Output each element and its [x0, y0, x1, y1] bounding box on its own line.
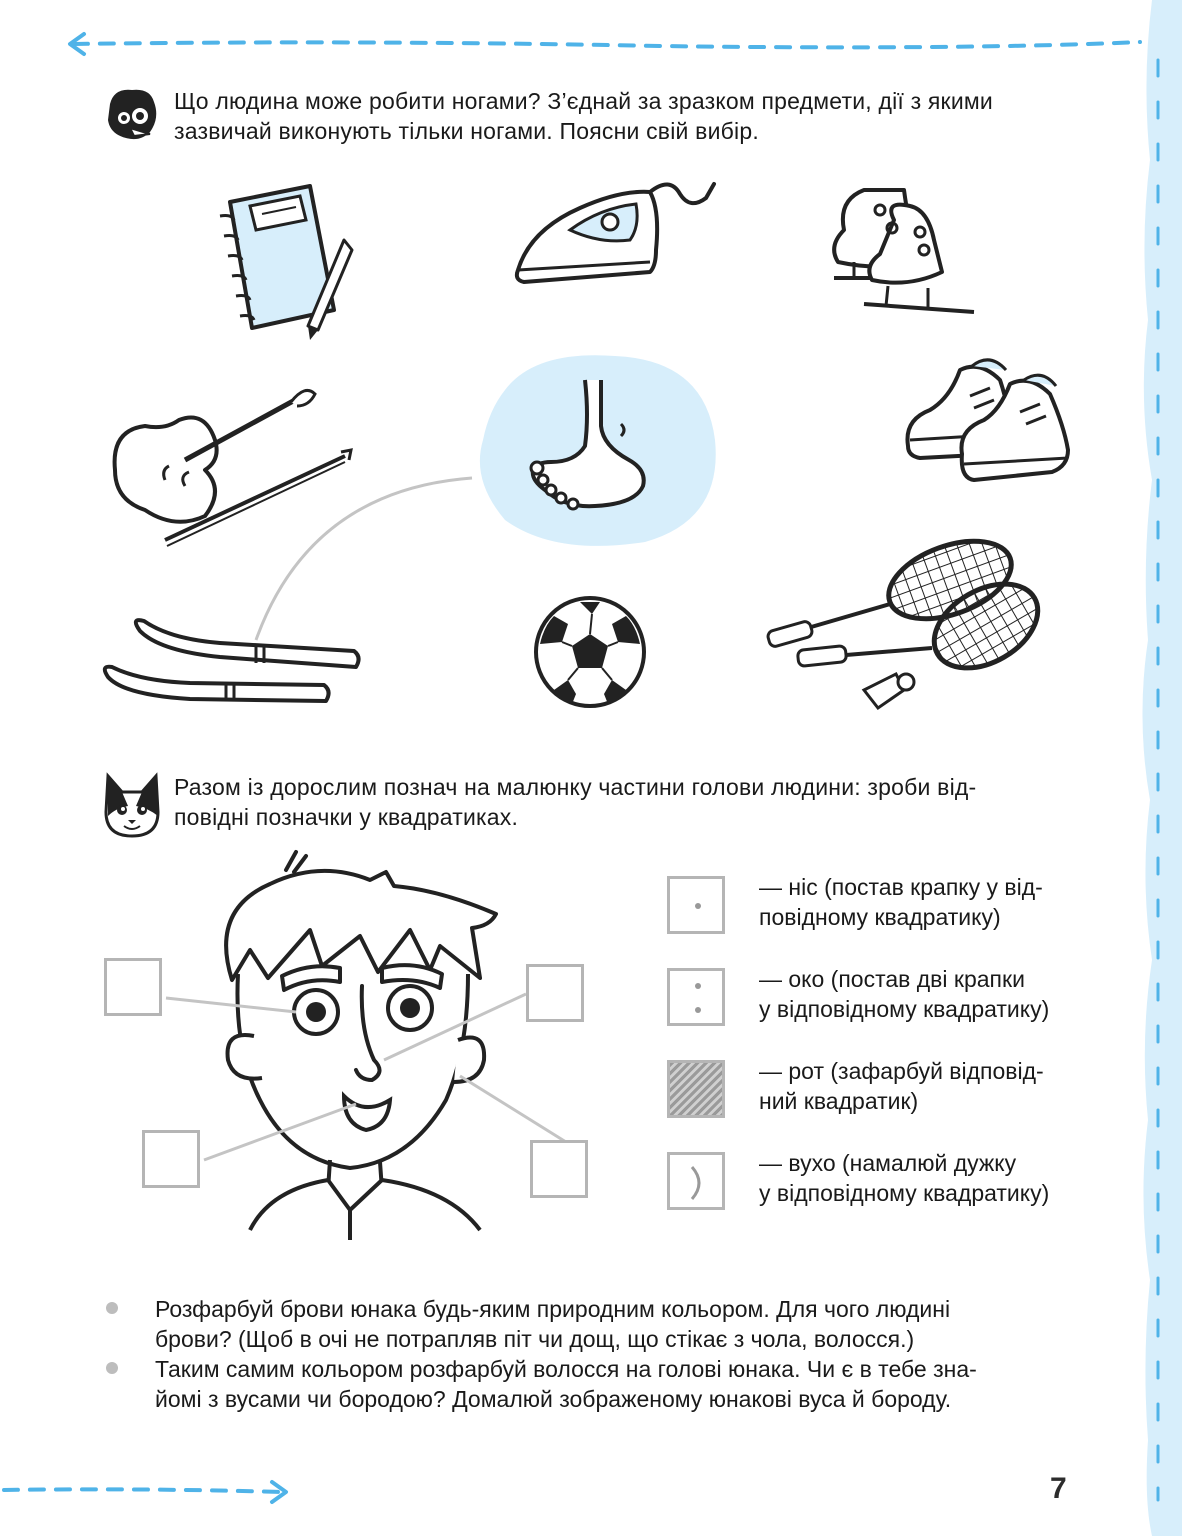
legend-row-eye	[667, 968, 1087, 1038]
bottom-dashed-arrow	[0, 1476, 300, 1506]
legend-text-line: — рот (зафарбуй відповід-	[759, 1058, 1044, 1084]
legend-box-bracket	[667, 1152, 725, 1210]
label-box-eye[interactable]	[104, 958, 162, 1016]
bullet-dot-icon	[106, 1362, 118, 1374]
legend-text-line: ний квадратик)	[759, 1088, 919, 1114]
legend-text-line: у відповідному квадратику)	[759, 1180, 1050, 1206]
legend-text-mouth	[759, 1056, 1079, 1116]
bullet-text-line: йомі з вусами чи бородою? Домалюй зображеному юнакові вуса й бороду.	[155, 1386, 952, 1412]
legend-text-line: повідному квадратику)	[759, 904, 1001, 930]
label-box-mouth[interactable]	[142, 1130, 200, 1188]
foot-icon[interactable]	[525, 376, 655, 516]
cat-mascot-icon	[100, 772, 164, 840]
notebook-with-pen-icon[interactable]	[210, 180, 360, 340]
task2-text-line2: повідні позначки у квадратиках.	[174, 804, 519, 830]
bullet-item-2	[155, 1354, 1080, 1414]
legend-text-line: — вухо (намалюй дужку	[759, 1150, 1017, 1176]
skis-icon[interactable]	[100, 615, 370, 715]
bird-mascot-icon	[100, 84, 164, 144]
task2-text	[174, 772, 1094, 832]
boy-head-illustration	[210, 850, 530, 1250]
task1-text-line2: зазвичай виконують тільки ногами. Поясни свій вибір.	[174, 118, 759, 144]
dot-icon	[695, 1007, 701, 1013]
legend-row-mouth	[667, 1060, 1087, 1130]
legend-box-shaded	[667, 1060, 725, 1118]
label-box-nose[interactable]	[526, 964, 584, 1022]
page-edge-decoration	[1122, 0, 1182, 1536]
bullet-item-1	[155, 1294, 1080, 1354]
dot-icon	[695, 983, 701, 989]
bracket-icon	[688, 1163, 708, 1203]
ice-skates-icon[interactable]	[824, 180, 984, 320]
bullet-text-line: Розфарбуй брови юнака будь-яким природним кольором. Для чого людині	[155, 1296, 951, 1322]
legend-text-line: у відповідному квадратику)	[759, 996, 1050, 1022]
bullet-text-line: Таким самим кольором розфарбуй волосся на голові юнака. Чи є в тебе зна-	[155, 1356, 977, 1382]
legend-box-one-dot	[667, 876, 725, 934]
violin-and-bow-icon[interactable]	[105, 380, 355, 550]
task1-text	[174, 86, 1094, 146]
legend-text-eye	[759, 964, 1079, 1024]
legend-row-nose	[667, 876, 1087, 946]
bullet-text-line: брови? (Щоб в очі не потрапляв піт чи дощ, що стікає з чола, волосся.)	[155, 1326, 915, 1352]
legend-box-two-dots	[667, 968, 725, 1026]
sneakers-icon[interactable]	[900, 350, 1075, 490]
task1-text-line1: Що людина може робити ногами? З’єднай за зразком предмети, дії з якими	[174, 88, 993, 114]
legend-text-nose	[759, 872, 1079, 932]
soccer-ball-icon[interactable]	[532, 594, 648, 710]
bullet-dot-icon	[106, 1302, 118, 1314]
task2-text-line1: Разом із дорослим познач на малюнку частини голови людини: зроби від-	[174, 774, 977, 800]
dot-icon	[695, 903, 701, 909]
legend-text-line: — око (постав дві крапки	[759, 966, 1025, 992]
legend-text-ear	[759, 1148, 1079, 1208]
iron-icon[interactable]	[510, 170, 720, 290]
legend-text-line: — ніс (постав крапку у від-	[759, 874, 1043, 900]
legend-row-ear	[667, 1152, 1087, 1222]
badminton-rackets-icon[interactable]	[764, 540, 1064, 720]
top-dashed-arrow	[60, 30, 1160, 60]
page-number: 7	[1050, 1472, 1067, 1505]
label-box-ear[interactable]	[530, 1140, 588, 1198]
